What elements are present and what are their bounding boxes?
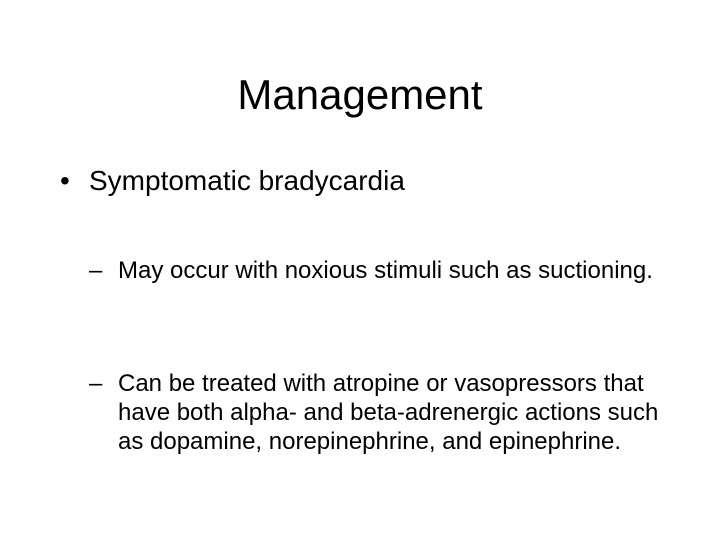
bullet-text: Symptomatic bradycardia: [89, 165, 405, 196]
sub-item-2: [89, 369, 678, 456]
bullet-item: [60, 163, 405, 199]
slide-title: Management: [237, 71, 483, 118]
sub-item-text: May occur with noxious stimuli such as suctioning.: [118, 257, 653, 284]
bullet-marker: •: [60, 165, 70, 196]
sub-item-marker: –: [89, 370, 103, 397]
sub-item-text: Can be treated with atropine or vasopressors that have both alpha- and beta-adrenergic actions such as dopamine, norepinephrine, and epinephrine.: [118, 370, 659, 455]
sub-item-marker: –: [89, 257, 103, 284]
sub-item-1: [89, 256, 678, 285]
